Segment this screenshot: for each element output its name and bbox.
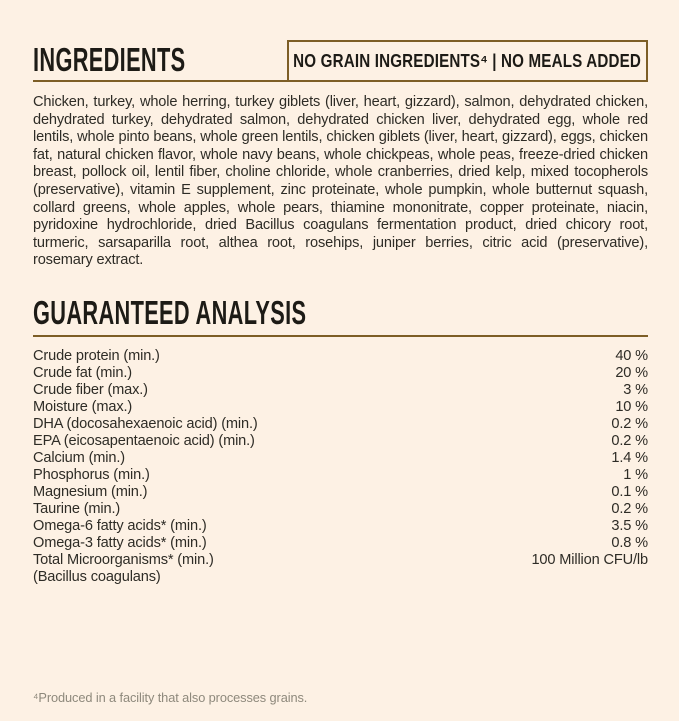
nutrient-label: Total Microorganisms* (min.) [33, 551, 214, 568]
nutrient-label: (Bacillus coagulans) [33, 568, 161, 585]
analysis-header [33, 293, 648, 337]
analysis-row [33, 467, 648, 484]
analysis-row [33, 433, 648, 450]
nutrient-label: Magnesium (min.) [33, 483, 148, 500]
nutrient-value: 0.2 % [611, 415, 648, 432]
ingredients-text: Chicken, turkey, whole herring, turkey giblets (liver, heart, gizzard), salmon, dehydrated chicken, dehydrated turkey, dehydrated salmon, dehydrated chicken liver, dehydrated egg, whole red lentils, whole pinto beans, whole green lentils, chicken giblets (liver, heart, gizzard), eggs, chicken fat, natural chicken flavor, whole navy beans, whole chickpeas, whole peas, freeze-dried chicken breast, pollock oil, lentil fiber, choline chloride, whole cranberries, dried kelp, mixed tocopherols (preservative), vitamin E supplement, zinc proteinate, whole pumpkin, whole butternut squash, collard greens, whole apples, whole pears, thiamine mononitrate, copper proteinate, niacin, pyridoxine hydrochloride, dried Bacillus coagulans fermentation product, dried chicory root, turmeric, sarsaparilla root, althea root, rosehips, juniper berries, citric acid (preservative), rosemary extract. [33, 94, 648, 269]
nutrient-label: Calcium (min.) [33, 449, 125, 466]
analysis-row [33, 484, 648, 501]
nutrient-value: 0.2 % [611, 432, 648, 449]
nutrient-label: DHA (docosahexaenoic acid) (min.) [33, 415, 258, 432]
analysis-row [33, 348, 648, 365]
footnote: ⁴Produced in a facility that also processes grains. [33, 690, 308, 705]
nutrient-label: Crude protein (min.) [33, 347, 160, 364]
no-grain-badge-text: NO GRAIN INGREDIENTS⁴ | NO MEALS ADDED [293, 50, 642, 71]
nutrient-value: 10 % [615, 398, 648, 415]
nutrient-label: Phosphorus (min.) [33, 466, 150, 483]
nutrient-value: 3.5 % [611, 517, 648, 534]
analysis-row [33, 569, 648, 586]
analysis-row [33, 382, 648, 399]
no-grain-badge [287, 40, 648, 80]
analysis-row [33, 399, 648, 416]
nutrient-value: 1 % [623, 466, 648, 483]
analysis-row [33, 501, 648, 518]
nutrient-label: Crude fat (min.) [33, 364, 132, 381]
nutrient-label: Taurine (min.) [33, 500, 121, 517]
nutrient-label: EPA (eicosapentaenoic acid) (min.) [33, 432, 255, 449]
nutrient-value: 1.4 % [611, 449, 648, 466]
nutrient-value: 3 % [623, 381, 648, 398]
analysis-row [33, 450, 648, 467]
ingredients-title [33, 41, 264, 80]
ingredients-header [33, 42, 648, 82]
analysis-title-text: GUARANTEED ANALYSIS [33, 293, 307, 331]
analysis-title [33, 293, 648, 335]
nutrient-value: 0.8 % [611, 534, 648, 551]
nutrient-value: 0.1 % [611, 483, 648, 500]
analysis-row [33, 416, 648, 433]
nutrient-value: 100 Million CFU/lb [531, 551, 648, 568]
analysis-row [33, 365, 648, 382]
label-panel [0, 41, 679, 705]
nutrient-label: Crude fiber (max.) [33, 381, 148, 398]
analysis-row [33, 518, 648, 535]
analysis-row [33, 552, 648, 569]
ingredients-title-text: INGREDIENTS [33, 41, 186, 78]
nutrient-label: Omega-3 fatty acids* (min.) [33, 534, 207, 551]
nutrient-value: 40 % [615, 347, 648, 364]
analysis-row [33, 535, 648, 552]
nutrient-label: Omega-6 fatty acids* (min.) [33, 517, 207, 534]
nutrient-value: 20 % [615, 364, 648, 381]
analysis-table [33, 348, 648, 586]
nutrient-label: Moisture (max.) [33, 398, 133, 415]
nutrient-value: 0.2 % [611, 500, 648, 517]
